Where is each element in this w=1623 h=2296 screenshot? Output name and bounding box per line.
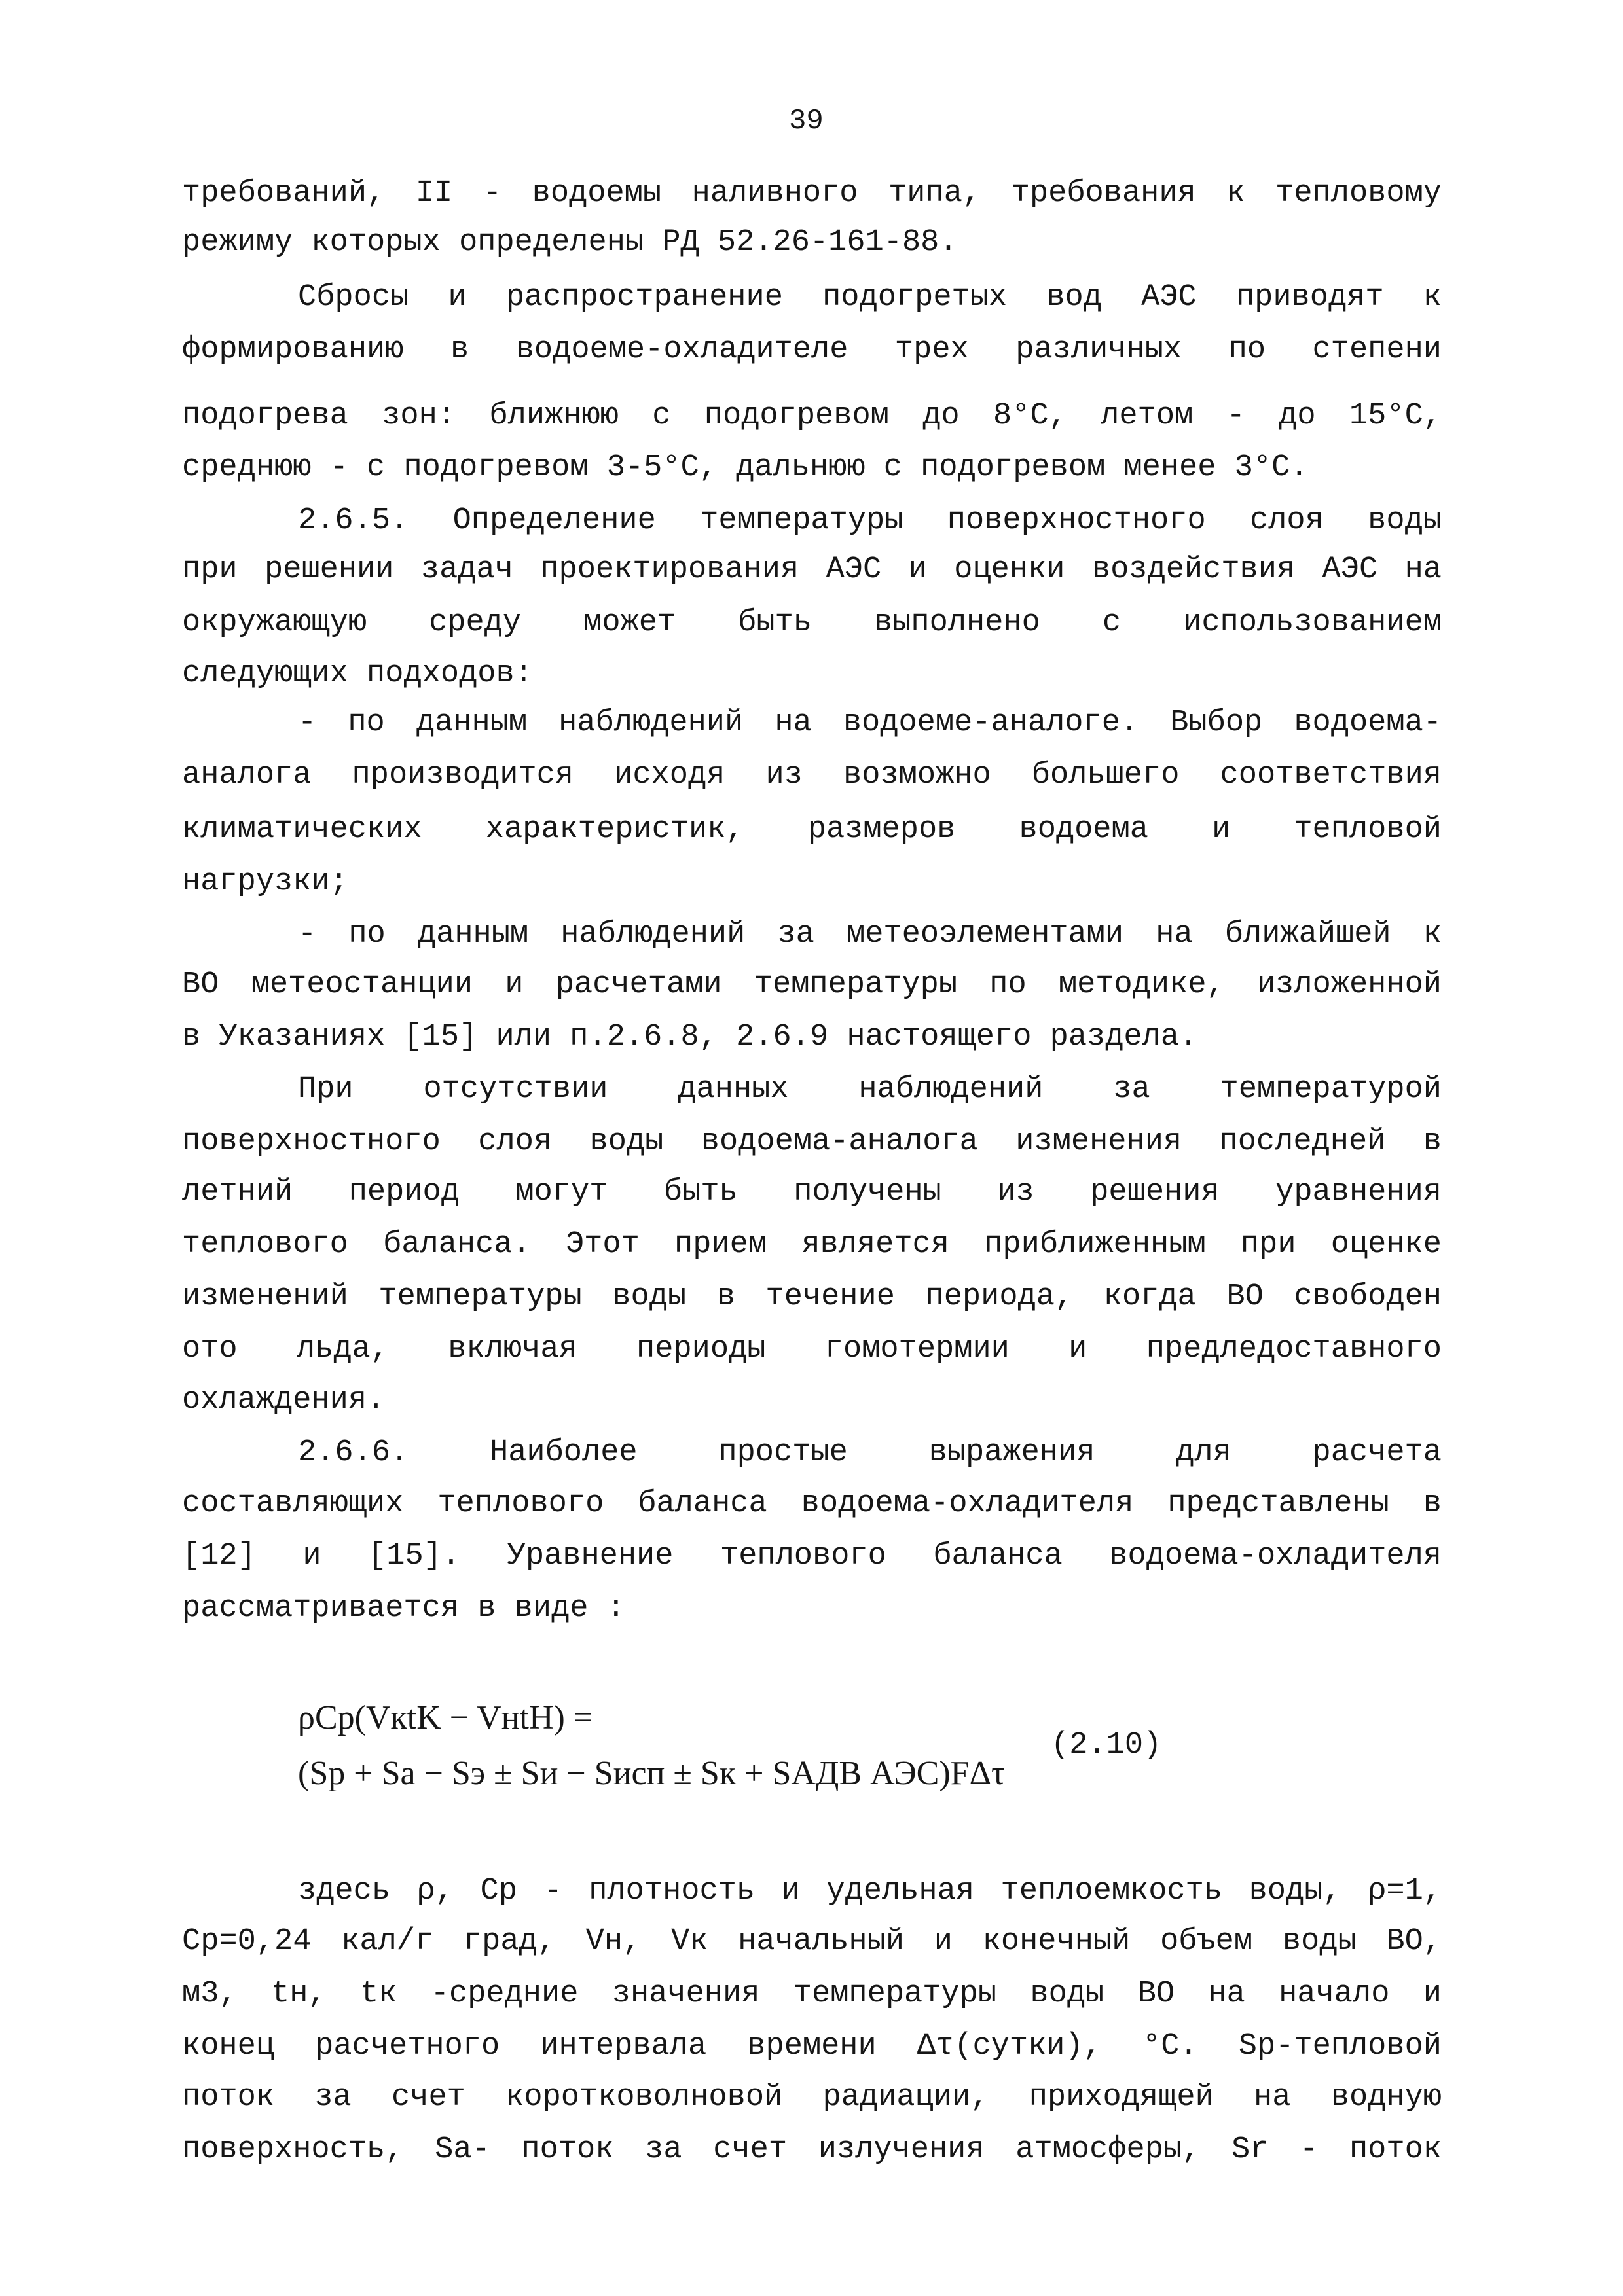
text-line: окружающую среду может быть выполнено с использованием (182, 605, 1442, 640)
text-line: подогрева зон: ближнюю с подогревом до 8°С, летом - до 15°С, (182, 399, 1442, 433)
page-number: 39 (789, 105, 824, 137)
equation-number: (2.10) (1051, 1728, 1162, 1763)
text-line: 2.6.6. Наиболее простые выражения для расчета (298, 1435, 1442, 1470)
text-line: аналога производится исходя из возможно большего соответствия (182, 758, 1442, 793)
text-line: здесь ρ, Ср - плотность и удельная теплоемкость воды, ρ=1, (298, 1874, 1442, 1909)
text-line: при решении задач проектирования АЭС и оценки воздействия АЭС на (182, 552, 1442, 587)
text-line: следующих подходов: (182, 656, 533, 691)
text-line: ото льда, включая периоды гомотермии и предледоставного (182, 1332, 1442, 1367)
text-line: изменений температуры воды в течение периода, когда ВО свободен (182, 1280, 1442, 1314)
text-line: м3, tн, tк -средние значения температуры воды ВО на начало и (182, 1977, 1442, 2011)
text-line: составляющих теплового баланса водоема-охладителя представлены в (182, 1486, 1442, 1521)
text-line: поток за счет коротковолновой радиации, приходящей на водную (182, 2080, 1442, 2115)
text-line: нагрузки; (182, 865, 348, 899)
text-line: режиму которых определены РД 52.26-161-88. (182, 225, 958, 260)
text-line: - по данным наблюдений на водоеме-аналоге. Выбор водоема- (298, 706, 1442, 740)
text-line: формированию в водоеме-охладителе трех различных по степени (182, 332, 1442, 367)
text-line: требований, II - водоемы наливного типа, требования к тепловому (182, 176, 1442, 211)
text-line: ВО метеостанции и расчетами температуры по методике, изложенной (182, 967, 1442, 1002)
text-line: - по данным наблюдений за метеоэлементами на ближайшей к (298, 917, 1442, 952)
text-line: климатических характеристик, размеров водоема и тепловой (182, 812, 1442, 847)
text-line: поверхность, Sa- поток за счет излучения атмосферы, Sr - поток (182, 2132, 1442, 2167)
text-line: среднюю - с подогревом 3-5°С, дальнюю с подогревом менее 3°С. (182, 450, 1309, 485)
text-line: в Указаниях [15] или п.2.6.8, 2.6.9 настоящего раздела. (182, 1020, 1198, 1054)
formula-line-2: (Sp + Sa − Sэ ± Sи − Sисп ± Sк + SАДВ АЭС)FΔτ (298, 1755, 1005, 1792)
text-line: 2.6.5. Определение температуры поверхностного слоя воды (298, 503, 1442, 538)
text-line: При отсутствии данных наблюдений за температурой (298, 1072, 1442, 1107)
text-line: поверхностного слоя воды водоема-аналога изменения последней в (182, 1124, 1442, 1159)
text-line: летний период могут быть получены из решения уравнения (182, 1175, 1442, 1210)
text-line: [12] и [15]. Уравнение теплового баланса водоема-охладителя (182, 1539, 1442, 1573)
text-line: охлаждения. (182, 1383, 386, 1418)
text-line: Сбросы и распространение подогретых вод АЭС приводят к (298, 280, 1442, 315)
text-line: рассматривается в виде : (182, 1591, 625, 1626)
text-line: конец расчетного интервала времени Δτ(сутки), °С. Sp-тепловой (182, 2029, 1442, 2064)
text-line: теплового баланса. Этот прием является приближенным при оценке (182, 1227, 1442, 1262)
formula-line-1: ρCp(VкtK − VнtH) = (298, 1699, 593, 1736)
text-line: Ср=0,24 кал/г град, Vн, Vк начальный и конечный объем воды ВО, (182, 1924, 1442, 1959)
